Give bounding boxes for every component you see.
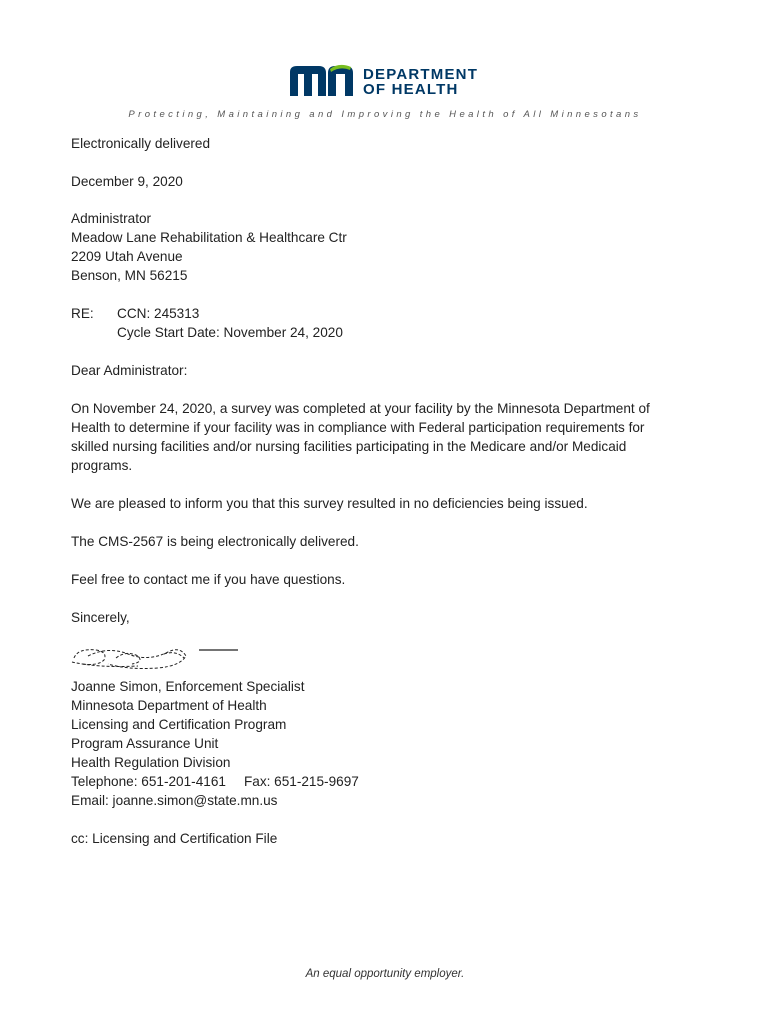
logo-line2: OF HEALTH — [363, 81, 459, 98]
salutation: Dear Administrator: — [71, 363, 188, 378]
signer-unit: Program Assurance Unit — [71, 736, 219, 751]
signer-program: Licensing and Certification Program — [71, 717, 287, 732]
mdh-logo — [289, 63, 478, 99]
signer-fax: Fax: 651-215-9697 — [243, 774, 359, 789]
recipient-facility: Meadow Lane Rehabilitation & Healthcare Ctr — [71, 230, 347, 245]
re-ccn: CCN: 245313 — [117, 306, 200, 321]
body-paragraph-2: We are pleased to inform you that this survey resulted in no deficiencies being issued. — [71, 496, 588, 511]
signer-department: Minnesota Department of Health — [71, 698, 267, 713]
signer-division: Health Regulation Division — [71, 755, 231, 770]
delivery-note: Electronically delivered — [71, 136, 211, 151]
tagline: Protecting, Maintaining and Improving the Health of All Minnesotans — [128, 109, 642, 120]
body-paragraph-3: The CMS-2567 is being electronically delivered. — [71, 534, 359, 549]
recipient-title: Administrator — [71, 211, 152, 226]
mn-logo-icon — [289, 63, 355, 97]
re-cycle-date: Cycle Start Date: November 24, 2020 — [117, 325, 343, 340]
signer-phone-fax — [71, 772, 359, 791]
closing: Sincerely, — [71, 610, 130, 625]
recipient-street: 2209 Utah Avenue — [71, 249, 183, 264]
footer-note: An equal opportunity employer. — [305, 968, 465, 980]
body-paragraph-1: On November 24, 2020, a survey was completed at your facility by the Minnesota Department of Health to determine if your facility was in compliance with Federal participation requirements for skilled nursing facilities and/or nursing facilities participating in the Medicare and/or Medicaid programs. — [71, 401, 650, 473]
signer-telephone: Telephone: 651-201-4161 — [71, 774, 226, 789]
signature-image — [68, 638, 243, 674]
recipient-city: Benson, MN 56215 — [71, 268, 188, 283]
logo-wordmark — [363, 67, 478, 97]
signer-name-title: Joanne Simon, Enforcement Specialist — [71, 679, 305, 694]
letter-date: December 9, 2020 — [71, 174, 183, 189]
signer-email: Email: joanne.simon@state.mn.us — [71, 793, 278, 808]
logo-line1: DEPARTMENT — [363, 66, 479, 83]
re-label: RE: — [71, 306, 94, 321]
cc-line: cc: Licensing and Certification File — [71, 831, 278, 846]
body-paragraph-4: Feel free to contact me if you have questions. — [71, 572, 346, 587]
